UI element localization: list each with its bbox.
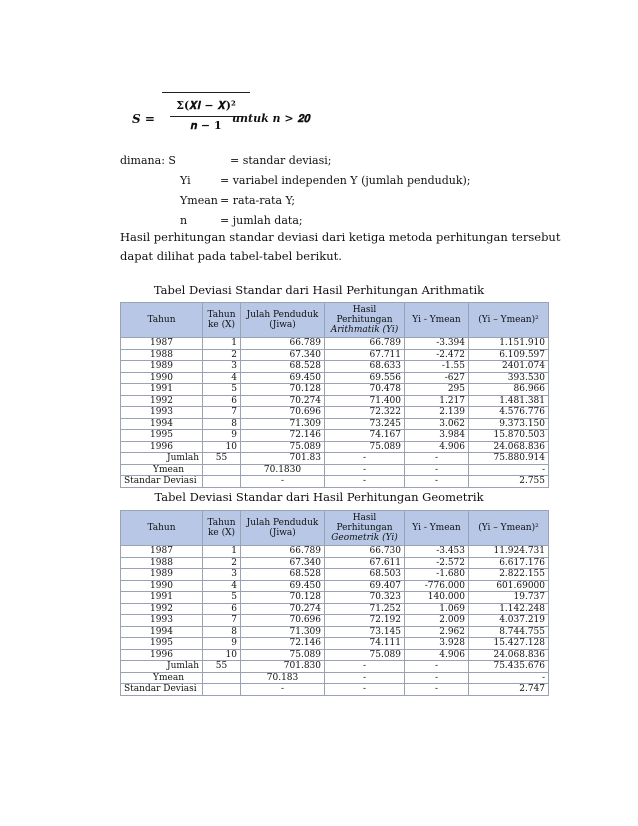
table-cell: -: [325, 661, 405, 673]
table-body: [121, 546, 549, 696]
table-cell: -3.453: [405, 546, 469, 558]
table-row: [121, 407, 549, 419]
table-cell: 68.503: [325, 569, 405, 581]
table-cell: -: [241, 684, 325, 696]
table-cell: 70.128: [241, 592, 325, 604]
table-cell: 4.906: [405, 441, 469, 453]
table-cell: 70.696: [241, 407, 325, 419]
table-cell: 1996: [121, 441, 203, 453]
header-tahun-ke: Tahun ke (X): [203, 511, 241, 546]
table-cell: 3.984: [405, 430, 469, 442]
table-cell: 75.880.914: [469, 453, 549, 465]
table-row: [121, 418, 549, 430]
table-cell: Jumlah: [121, 453, 203, 465]
table-cell: 1.481.381: [469, 395, 549, 407]
table-cell: 75.089: [241, 441, 325, 453]
table-cell: -: [325, 464, 405, 476]
table-cell: Standar Deviasi: [121, 684, 203, 696]
table-cell: 1994: [121, 626, 203, 638]
table-geometrik: [120, 510, 549, 696]
header-hasil-line1: Hasil Perhitungan: [336, 513, 393, 533]
table-cell: 701.830: [241, 661, 325, 673]
definition-desc: = variabel independen Y (jumlah penduduk);: [220, 174, 471, 187]
table-cell: 75.089: [325, 649, 405, 661]
table-cell: 24.068.836: [469, 441, 549, 453]
table-cell: [203, 464, 241, 476]
table-cell: 701.83: [241, 453, 325, 465]
table-cell: 1988: [121, 557, 203, 569]
table-cell: 70.274: [241, 395, 325, 407]
table-cell: 1: [203, 338, 241, 350]
table-cell: 4.576.776: [469, 407, 549, 419]
table-cell: 72.192: [325, 615, 405, 627]
table-cell: -: [405, 476, 469, 488]
table-cell: 295: [405, 384, 469, 396]
table-cell: 1996: [121, 649, 203, 661]
table-cell: -776.000: [405, 580, 469, 592]
table-cell: 73.245: [325, 418, 405, 430]
table-body: [121, 338, 549, 488]
table-cell: 75.089: [241, 649, 325, 661]
table-header-row: [121, 303, 549, 338]
table-cell: 73.145: [325, 626, 405, 638]
table-summary-row-stdev: [121, 684, 549, 696]
table-cell: 2.747: [469, 684, 549, 696]
table-cell: 71.309: [241, 626, 325, 638]
table-cell: 2: [203, 557, 241, 569]
table-row: [121, 580, 549, 592]
table-summary-row-ymean: [121, 672, 549, 684]
table-arithmatik: [120, 302, 549, 488]
formula-numerator: 𝚺(𝑿𝒊 − 𝑿)²: [176, 99, 236, 112]
table-cell: Ymean: [121, 672, 203, 684]
table-cell: 67.611: [325, 557, 405, 569]
table-cell: 1991: [121, 592, 203, 604]
table-cell: 9: [203, 638, 241, 650]
table-cell: 10: [203, 649, 241, 661]
table-cell: 74.167: [325, 430, 405, 442]
header-hasil-line1: Hasil Perhitungan: [336, 305, 393, 325]
header-tahun: Tahun: [121, 511, 203, 546]
table-cell: -: [405, 464, 469, 476]
table-cell: 3.928: [405, 638, 469, 650]
table-cell: 68.633: [325, 361, 405, 373]
table-cell: 601.69000: [469, 580, 549, 592]
formula-denominator: 𝒏 − 𝟏: [190, 119, 222, 132]
table-cell: 72.146: [241, 638, 325, 650]
table-cell: 66.789: [241, 338, 325, 350]
table-cell: 1989: [121, 569, 203, 581]
table-cell: 69.450: [241, 580, 325, 592]
table-cell: 1995: [121, 638, 203, 650]
table-cell: 72.322: [325, 407, 405, 419]
table-cell: -: [469, 464, 549, 476]
table-cell: 1988: [121, 349, 203, 361]
table-row: [121, 441, 549, 453]
table-cell: 8: [203, 626, 241, 638]
table-row: [121, 615, 549, 627]
table-cell: 4: [203, 580, 241, 592]
table-cell: -627: [405, 372, 469, 384]
table-cell: 15.870.503: [469, 430, 549, 442]
table-summary-row-stdev: [121, 476, 549, 488]
header-hasil: [325, 303, 405, 338]
header-diff: Yi - Ymean: [405, 303, 469, 338]
table-cell: 66.730: [325, 546, 405, 558]
table-cell: 1987: [121, 546, 203, 558]
table-cell: 67.711: [325, 349, 405, 361]
table-cell: 9: [203, 430, 241, 442]
table-cell: 7: [203, 615, 241, 627]
table-cell: 6.617.176: [469, 557, 549, 569]
table-cell: -1.55: [405, 361, 469, 373]
table-cell: 1987: [121, 338, 203, 350]
table-cell: 10: [203, 441, 241, 453]
intro-paragraph: Hasil perhitungan standar deviasi dari ketiga metoda perhitungan tersebut dapat dilihat pada tabel-tabel berikut.: [120, 230, 561, 263]
table-summary-row-jumlah: [121, 453, 549, 465]
table-row: [121, 349, 549, 361]
table-cell: 393.530: [469, 372, 549, 384]
table-summary-row-jumlah: [121, 661, 549, 673]
table-cell: 5: [203, 592, 241, 604]
table-cell: 9.373.150: [469, 418, 549, 430]
table-cell: 1.151.910: [469, 338, 549, 350]
table-cell: 1.142.248: [469, 603, 549, 615]
table-cell: 1990: [121, 580, 203, 592]
header-penduduk: Julah Penduduk (Jiwa): [241, 303, 325, 338]
formula-lhs: 𝑺 =: [132, 112, 155, 126]
table-cell: 1993: [121, 615, 203, 627]
table-cell: 70.323: [325, 592, 405, 604]
definition-term: n: [180, 214, 188, 227]
table-cell: [203, 476, 241, 488]
table-cell: 55: [203, 661, 241, 673]
table-cell: -: [241, 476, 325, 488]
table-cell: 68.528: [241, 569, 325, 581]
table-cell: 6: [203, 603, 241, 615]
table-cell: 8: [203, 418, 241, 430]
header-sq: (Yi – Ymean)²: [469, 511, 549, 546]
table-cell: -: [325, 476, 405, 488]
definition-desc: = standar deviasi;: [230, 154, 332, 167]
table-cell: 3: [203, 569, 241, 581]
table-cell: -: [325, 453, 405, 465]
table-row: [121, 626, 549, 638]
table-cell: 19.737: [469, 592, 549, 604]
table-row: [121, 569, 549, 581]
table-cell: 55: [203, 453, 241, 465]
table-cell: -2.572: [405, 557, 469, 569]
table-cell: 1994: [121, 418, 203, 430]
table-cell: 69.407: [325, 580, 405, 592]
table-cell: 1990: [121, 372, 203, 384]
table-cell: 3.062: [405, 418, 469, 430]
table-cell: 3: [203, 361, 241, 373]
table-cell: 70.183: [241, 672, 325, 684]
table-cell: -2.472: [405, 349, 469, 361]
table-cell: 1.217: [405, 395, 469, 407]
table-cell: -1.680: [405, 569, 469, 581]
table-cell: [203, 684, 241, 696]
table-cell: 2.822.155: [469, 569, 549, 581]
table2-caption: Tabel Deviasi Standar dari Hasil Perhitungan Geometrik: [154, 490, 484, 504]
table-cell: 11.924.731: [469, 546, 549, 558]
table-row: [121, 603, 549, 615]
table-cell: 70.478: [325, 384, 405, 396]
table-cell: 2.755: [469, 476, 549, 488]
table-cell: -: [405, 453, 469, 465]
table-cell: 1.069: [405, 603, 469, 615]
table-summary-row-ymean: [121, 464, 549, 476]
table-cell: 7: [203, 407, 241, 419]
definition-term: Yi: [180, 174, 191, 187]
table-row: [121, 649, 549, 661]
table-cell: 71.309: [241, 418, 325, 430]
table-cell: 71.400: [325, 395, 405, 407]
table-cell: 4.906: [405, 649, 469, 661]
table-row: [121, 430, 549, 442]
table-cell: 66.789: [241, 546, 325, 558]
table-cell: 1: [203, 546, 241, 558]
table-cell: 69.450: [241, 372, 325, 384]
header-hasil: [325, 511, 405, 546]
table-row: [121, 361, 549, 373]
table-cell: -: [325, 672, 405, 684]
table-cell: 2401.074: [469, 361, 549, 373]
table-cell: 1991: [121, 384, 203, 396]
table-cell: 2.962: [405, 626, 469, 638]
table-row: [121, 395, 549, 407]
table-row: [121, 372, 549, 384]
table-cell: 1993: [121, 407, 203, 419]
formula-overline: [162, 92, 250, 93]
formula: [132, 92, 432, 142]
definition-desc: = rata-rata Y;: [220, 194, 296, 207]
table-cell: 6: [203, 395, 241, 407]
table-cell: -: [469, 672, 549, 684]
table-cell: Jumlah: [121, 661, 203, 673]
table-cell: 1992: [121, 395, 203, 407]
table-cell: 86.966: [469, 384, 549, 396]
table-cell: [203, 672, 241, 684]
table-cell: 15.427.128: [469, 638, 549, 650]
table-cell: 1992: [121, 603, 203, 615]
table-cell: -: [405, 684, 469, 696]
table-row: [121, 338, 549, 350]
definition-term: Ymean: [180, 194, 218, 207]
table-cell: 4: [203, 372, 241, 384]
table-cell: 67.340: [241, 349, 325, 361]
table-cell: 72.146: [241, 430, 325, 442]
table1-caption: Tabel Deviasi Standar dari Hasil Perhitungan Arithmatik: [153, 283, 485, 297]
formula-condition: untuk 𝒏 > 𝟐𝟎: [232, 112, 310, 125]
table-cell: -3.394: [405, 338, 469, 350]
definition-desc: = jumlah data;: [220, 214, 303, 227]
table-cell: -: [325, 684, 405, 696]
table-cell: 5: [203, 384, 241, 396]
header-tahun-ke: Tahun ke (X): [203, 303, 241, 338]
table-cell: 140.000: [405, 592, 469, 604]
table-cell: 70.696: [241, 615, 325, 627]
table-row: [121, 557, 549, 569]
table-cell: 75.435.676: [469, 661, 549, 673]
table-cell: 68.528: [241, 361, 325, 373]
table-cell: 2: [203, 349, 241, 361]
definition-term: dimana: S: [120, 154, 176, 167]
table-cell: 2.009: [405, 615, 469, 627]
header-tahun: Tahun: [121, 303, 203, 338]
header-hasil-line2: Geometrik (Yi): [331, 533, 398, 543]
table-cell: Ymean: [121, 464, 203, 476]
header-penduduk: Julah Penduduk (Jiwa): [241, 511, 325, 546]
table-cell: 74.111: [325, 638, 405, 650]
table-cell: 6.109.597: [469, 349, 549, 361]
table-row: [121, 638, 549, 650]
table-cell: 70.128: [241, 384, 325, 396]
table-cell: 75.089: [325, 441, 405, 453]
table-cell: -: [405, 672, 469, 684]
table-cell: 2.139: [405, 407, 469, 419]
table-cell: 70.274: [241, 603, 325, 615]
table-cell: 24.068.836: [469, 649, 549, 661]
table-cell: 66.789: [325, 338, 405, 350]
table-cell: -: [405, 661, 469, 673]
header-diff: Yi - Ymean: [405, 511, 469, 546]
table-cell: 69.556: [325, 372, 405, 384]
table-cell: 8.744.755: [469, 626, 549, 638]
table-cell: 4.037.219: [469, 615, 549, 627]
header-sq: (Yi – Ymean)²: [469, 303, 549, 338]
table-cell: 67.340: [241, 557, 325, 569]
table-cell: 71.252: [325, 603, 405, 615]
table-cell: 1995: [121, 430, 203, 442]
table-cell: Standar Deviasi: [121, 476, 203, 488]
table-row: [121, 592, 549, 604]
table-header-row: [121, 511, 549, 546]
header-hasil-line2: Arithmatik (Yi): [330, 325, 399, 335]
table-row: [121, 384, 549, 396]
table-row: [121, 546, 549, 558]
table-cell: 70.1830: [241, 464, 325, 476]
table-cell: 1989: [121, 361, 203, 373]
